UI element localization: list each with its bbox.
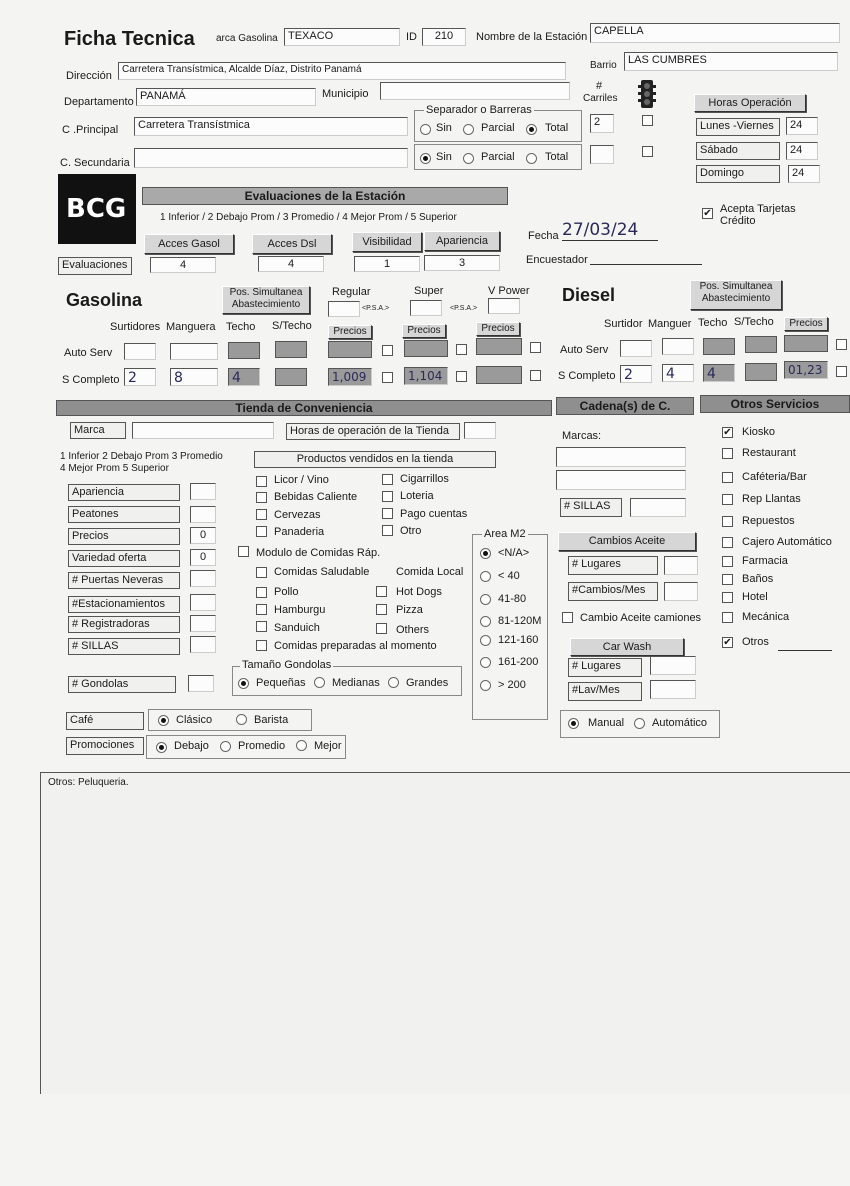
traffic-light-icon — [638, 80, 656, 108]
col-techo: Techo — [226, 321, 256, 333]
col-manguera: Manguera — [166, 321, 216, 333]
tienda-0-field[interactable] — [190, 483, 216, 500]
camiones-check[interactable] — [562, 612, 573, 623]
estacion-field[interactable]: CAPELLA — [590, 23, 840, 43]
gas-completo-stecho[interactable] — [275, 368, 307, 386]
area-option-4-label: 121-160 — [498, 634, 539, 646]
gas-auto-stecho[interactable] — [275, 341, 307, 358]
diesel-completo-techo[interactable]: 4 — [703, 364, 735, 382]
comida-hotdogs-check[interactable] — [376, 586, 387, 597]
area-option-2-radio[interactable] — [480, 594, 491, 605]
gas-auto-price-super[interactable] — [404, 340, 448, 357]
apariencia-button[interactable]: Apariencia — [424, 231, 500, 251]
horas-domingo-label: Domingo — [696, 165, 780, 183]
aceite-cambios-label: #Cambios/Mes — [568, 582, 658, 601]
cafe-barista-label: Barista — [254, 714, 289, 726]
fecha-value[interactable]: 27/03/24 — [562, 220, 658, 241]
area-option-6-radio[interactable] — [480, 680, 491, 691]
carriles-label: Carriles — [583, 93, 618, 104]
wash-lavmes-field[interactable] — [650, 680, 696, 699]
sep-principal-sin-radio[interactable] — [420, 124, 431, 135]
grade-super-label: Super — [414, 285, 444, 297]
servicios-title: Otros Servicios — [700, 395, 850, 413]
gas-completo-price-vpower[interactable] — [476, 366, 522, 384]
wash-lugares-field[interactable] — [650, 656, 696, 675]
aceite-lugares-field[interactable] — [664, 556, 698, 575]
super-psa-field[interactable] — [410, 300, 442, 316]
sep-principal-total-label: Total — [545, 122, 569, 134]
sep-secundaria-parcial-radio[interactable] — [463, 153, 474, 164]
diesel-col-surtidor: Surtidor — [604, 318, 643, 330]
cadena-sillas-field[interactable] — [630, 498, 686, 517]
eval-acces-dsl-field[interactable]: 4 — [258, 256, 324, 272]
horas-lunes-label: Lunes -Viernes — [696, 118, 780, 136]
promo-mejor-label: Mejor — [314, 740, 342, 752]
diesel-col-stecho: S/Techo — [734, 316, 774, 328]
sep-principal-parcial-radio[interactable] — [463, 124, 474, 135]
sep-principal-parcial-label: Parcial — [481, 122, 515, 134]
promociones-label: Promociones — [66, 737, 144, 755]
prod-pago-label: Pago cuentas — [400, 508, 468, 520]
tienda-2-label: Precios — [68, 528, 180, 545]
area-option-1-label: < 40 — [498, 570, 520, 582]
page-title: Ficha Tecnica — [64, 28, 195, 50]
gas-completo-manguera[interactable]: 8 — [170, 368, 218, 386]
servicio-2-check[interactable] — [722, 472, 733, 483]
prod-otro-label: Otro — [400, 525, 422, 537]
grade-regular-label: Regular — [332, 286, 371, 298]
gondolas-label: Tamaño Gondolas — [242, 659, 332, 671]
tienda-marca-field[interactable] — [132, 422, 274, 439]
promo-debajo-radio[interactable] — [156, 742, 167, 753]
sep-secundaria-parcial-label: Parcial — [481, 151, 515, 163]
carriles-secundaria-check[interactable] — [642, 146, 653, 157]
preparadas-label: Comidas preparadas al momento — [274, 640, 437, 652]
servicio-4-label: Repuestos — [742, 515, 795, 527]
area-group — [472, 534, 548, 720]
promo-debajo-label: Debajo — [174, 740, 209, 752]
diesel-completo-stecho[interactable] — [745, 363, 777, 381]
departamento-label: Departamento — [64, 96, 134, 108]
marca-label: arca Gasolina — [216, 33, 278, 44]
cadena-marcas-field-1[interactable] — [556, 447, 686, 467]
area-option-2-label: 41-80 — [498, 593, 527, 605]
tienda-marca-label: Marca — [70, 422, 126, 439]
servicio-3-check[interactable] — [722, 494, 733, 505]
area-option-3-radio[interactable] — [480, 616, 491, 627]
prod-otro-check[interactable] — [382, 525, 393, 536]
cafe-clasico-label: Clásico — [176, 714, 213, 726]
comida-pizza-label: Pizza — [396, 604, 423, 616]
preparadas-check[interactable] — [256, 640, 267, 651]
servicio-5-check[interactable] — [722, 537, 733, 548]
servicio-8-label: Hotel — [742, 591, 768, 603]
sep-secundaria-sin-radio[interactable] — [420, 153, 431, 164]
estacion-label: Nombre de la Estación — [476, 31, 588, 43]
horas-sabado-field[interactable]: 24 — [786, 142, 818, 160]
id-label: ID — [406, 31, 417, 43]
servicio-9-label: Mecánica — [742, 611, 790, 623]
gas-auto-price-vpower[interactable] — [476, 338, 522, 355]
diesel-completo-manguer[interactable]: 4 — [662, 364, 694, 382]
prod-licor-label: Licor / Vino — [274, 474, 329, 486]
servicio-4-check[interactable] — [722, 516, 733, 527]
gas-auto-vpower-check[interactable] — [530, 342, 541, 353]
diesel-col-techo: Techo — [698, 317, 728, 329]
tienda-horas-field[interactable] — [464, 422, 496, 439]
sep-principal-sin-label: Sin — [436, 122, 452, 134]
evaluaciones-title: Evaluaciones de la Estación — [142, 187, 508, 205]
diesel-completo-surtidor[interactable]: 2 — [620, 365, 652, 383]
tarjetas-check[interactable]: ✔ — [703, 208, 712, 219]
servicio-6-check[interactable] — [722, 556, 733, 567]
prod-cigarrillos-check[interactable] — [382, 474, 393, 485]
cambios-aceite-title: Cambios Aceite — [558, 532, 696, 551]
servicio-7-label: Baños — [742, 573, 774, 585]
col-surtidores: Surtidores — [110, 321, 161, 333]
area-option-0-radio[interactable] — [480, 548, 491, 559]
tienda-3-label: Variedad oferta — [68, 550, 180, 567]
cadena-marcas-field-2[interactable] — [556, 470, 686, 490]
comida-others-label: Others — [396, 624, 430, 636]
saludable-check[interactable] — [256, 567, 267, 578]
gas-auto-serv-label: Auto Serv — [64, 347, 113, 359]
horas-domingo-field[interactable]: 24 — [788, 165, 820, 183]
prod-bebidas-check[interactable] — [256, 492, 267, 503]
gas-completo-price-super[interactable]: 1,104 — [404, 367, 448, 385]
gondolas-grandes-radio[interactable] — [388, 677, 399, 688]
precios-regular-label: Precios — [328, 325, 372, 339]
servicio-9-check[interactable] — [722, 612, 733, 623]
prod-loteria-label: Loteria — [400, 490, 434, 502]
cadena-sillas-label: # SILLAS — [560, 498, 622, 517]
modulo-check[interactable] — [238, 546, 249, 557]
prod-pago-check[interactable] — [382, 508, 393, 519]
tarjetas-label: Acepta Tarjetas Crédito — [720, 203, 796, 227]
tienda-scale-1: 1 Inferior 2 Debajo Prom 3 Promedio — [60, 451, 223, 462]
carriles-principal-check[interactable] — [642, 115, 653, 126]
psa-label-1: <P.S.A.> — [362, 305, 390, 312]
principal-field[interactable]: Carretera Transístmica — [134, 117, 408, 136]
tienda-6-field[interactable] — [190, 615, 216, 632]
local-label: Comida Local — [396, 566, 464, 578]
area-label: Area M2 — [484, 528, 526, 540]
productos-label: Productos vendidos en la tienda — [254, 451, 496, 468]
eval-apariencia-field[interactable]: 3 — [424, 255, 500, 271]
secundaria-field[interactable] — [134, 148, 408, 168]
departamento-field[interactable]: PANAMÁ — [136, 88, 316, 106]
municipio-label: Municipio — [322, 88, 369, 100]
fecha-label: Fecha — [528, 230, 559, 242]
servicio-2-label: Caféteria/Bar — [742, 471, 807, 483]
tienda-8-label: # Gondolas — [68, 676, 176, 693]
gondolas-medianas-label: Medianas — [332, 677, 380, 689]
prod-loteria-check[interactable] — [382, 491, 393, 502]
car-wash-title: Car Wash — [570, 638, 684, 656]
gas-auto-super-check[interactable] — [456, 344, 467, 355]
area-option-5-radio[interactable] — [480, 657, 491, 668]
sep-secundaria-total-label: Total — [545, 151, 569, 163]
gas-completo-surtidores[interactable]: 2 — [124, 368, 156, 386]
gas-auto-techo[interactable] — [228, 342, 260, 359]
tienda-4-label: # Puertas Neveras — [68, 572, 180, 589]
grade-vpower-label: V Power — [488, 285, 530, 297]
aceite-lugares-label: # Lugares — [568, 556, 658, 575]
diesel-completo-check[interactable] — [836, 366, 847, 377]
prod-cervezas-label: Cervezas — [274, 509, 321, 521]
notes-text: Otros: Peluqueria. — [48, 777, 129, 788]
gas-completo-techo[interactable]: 4 — [228, 368, 260, 386]
wash-lavmes-label: #Lav/Mes — [568, 682, 642, 701]
horas-operacion-title: Horas Operación — [694, 94, 806, 112]
diesel-auto-price[interactable] — [784, 335, 828, 352]
diesel-auto-serv-label: Auto Serv — [560, 344, 609, 356]
direccion-field[interactable]: Carretera Transístmica, Alcalde Díaz, Distrito Panamá — [118, 62, 566, 80]
gas-auto-price-regular[interactable] — [328, 341, 372, 358]
gas-completo-regular-check[interactable] — [382, 372, 393, 383]
diesel-auto-techo[interactable] — [703, 338, 735, 355]
bcg-logo-text: BCG — [66, 194, 127, 224]
horas-sabado-label: Sábado — [696, 142, 780, 160]
comida-pollo-check[interactable] — [256, 587, 267, 598]
comida-pizza-check[interactable] — [376, 604, 387, 615]
diesel-auto-check[interactable] — [836, 339, 847, 350]
diesel-title: Diesel — [562, 285, 616, 305]
diesel-precios-label: Precios — [784, 317, 828, 331]
tienda-1-label: Peatones — [68, 506, 180, 523]
gas-completo-vpower-check[interactable] — [530, 370, 541, 381]
area-option-1-radio[interactable] — [480, 571, 491, 582]
area-option-6-label: > 200 — [498, 679, 526, 691]
wash-automatico-label: Automático — [652, 717, 708, 729]
prod-cigarrillos-label: Cigarrillos — [400, 473, 449, 485]
promo-promedio-label: Promedio — [238, 740, 286, 752]
secundaria-label: C. Secundaria — [60, 157, 130, 169]
area-option-3-label: 81-120M — [498, 615, 542, 627]
tienda-5-label: #Estacionamientos — [68, 596, 180, 613]
tienda-scale-2: 4 Mejor Prom 5 Superior — [60, 463, 169, 474]
tienda-7-label: # SILLAS — [68, 638, 180, 655]
diesel-pos-button[interactable]: Pos. Simultanea Abastecimiento — [690, 280, 782, 310]
tienda-6-label: # Registradoras — [68, 616, 180, 633]
precios-super-label: Precios — [402, 324, 446, 338]
tienda-3-field[interactable]: 0 — [190, 549, 216, 566]
cadena-marcas-label: Marcas: — [562, 430, 602, 442]
saludable-label: Comidas Saludable — [274, 566, 370, 578]
gas-completo-super-check[interactable] — [456, 371, 467, 382]
gasolina-title: Gasolina — [66, 290, 143, 310]
servicio-5-label: Cajero Automático — [742, 536, 832, 548]
tienda-horas-label: Horas de operación de la Tienda — [286, 423, 460, 440]
encuestador-line[interactable] — [590, 264, 702, 265]
servicio-7-check[interactable] — [722, 574, 733, 585]
cafe-barista-radio[interactable] — [236, 714, 247, 725]
diesel-completo-price[interactable]: 01,23 — [784, 361, 828, 379]
diesel-auto-manguer[interactable] — [662, 338, 694, 355]
gondolas-pequenas-label: Pequeñas — [256, 677, 306, 689]
tienda-4-field[interactable] — [190, 570, 216, 587]
tienda-7-field[interactable] — [190, 636, 216, 653]
wash-manual-label: Manual — [588, 717, 625, 729]
acces-dsl-button[interactable]: Acces Dsl — [252, 234, 332, 254]
otros-line[interactable] — [778, 650, 832, 651]
tienda-8-field[interactable] — [188, 675, 214, 692]
carriles-secundaria-field[interactable] — [590, 145, 614, 164]
prod-licor-check[interactable] — [256, 476, 267, 487]
evaluaciones-scale: 1 Inferior / 2 Debajo Prom / 3 Promedio / 4 Mejor Prom / 5 Superior — [160, 212, 457, 223]
comida-hotdogs-label: Hot Dogs — [396, 586, 442, 598]
wash-lugares-label: # Lugares — [568, 658, 642, 677]
gondolas-grandes-label: Grandes — [406, 677, 449, 689]
cadena-title: Cadena(s) de C. — [556, 397, 694, 415]
tienda-0-label: Apariencia — [68, 484, 180, 501]
gondolas-pequenas-radio[interactable] — [238, 678, 249, 689]
tienda-2-field[interactable]: 0 — [190, 527, 216, 544]
vpower-psa-field[interactable] — [488, 298, 520, 314]
area-option-4-radio[interactable] — [480, 635, 491, 646]
wash-automatico-radio[interactable] — [634, 718, 645, 729]
camiones-label: Cambio Aceite camiones — [580, 612, 702, 624]
prod-panaderia-check[interactable] — [256, 526, 267, 537]
separador-label: Separador o Barreras — [426, 104, 532, 116]
barrio-field[interactable]: LAS CUMBRES — [624, 52, 838, 71]
cafe-label: Café — [66, 712, 144, 730]
barrio-label: Barrio — [590, 60, 617, 71]
direccion-label: Dirección — [66, 70, 112, 82]
carriles-hash: # — [596, 80, 603, 92]
sep-secundaria-sin-label: Sin — [436, 151, 452, 163]
eval-acces-gasol-field[interactable]: 4 — [150, 257, 216, 273]
encuestador-label: Encuestador — [526, 254, 588, 266]
diesel-completo-label: S Completo — [558, 370, 616, 382]
visibilidad-button[interactable]: Visibilidad — [352, 232, 422, 252]
tienda-title: Tienda de Conveniencia — [56, 400, 552, 416]
precios-vpower-label: Precios — [476, 322, 520, 336]
gondolas-medianas-radio[interactable] — [314, 677, 325, 688]
diesel-auto-surtidor[interactable] — [620, 340, 652, 357]
marca-field[interactable]: TEXACO — [284, 28, 400, 46]
tienda-1-field[interactable] — [190, 506, 216, 523]
servicio-1-label: Restaurant — [742, 447, 796, 459]
gas-auto-regular-check[interactable] — [382, 345, 393, 356]
notes-box[interactable] — [40, 772, 850, 1094]
aceite-cambios-field[interactable] — [664, 582, 698, 601]
servicio-10-label: Otros — [742, 636, 769, 648]
promo-promedio-radio[interactable] — [220, 741, 231, 752]
modulo-label: Modulo de Comidas Ráp. — [256, 547, 381, 559]
sep-secundaria-total-radio[interactable] — [526, 153, 537, 164]
principal-label: C .Principal — [62, 124, 119, 136]
gas-completo-price-regular[interactable]: 1,009 — [328, 368, 372, 386]
wash-manual-radio[interactable] — [568, 718, 579, 729]
municipio-field[interactable] — [380, 82, 570, 100]
area-option-0-label: <N/A> — [498, 547, 530, 559]
prod-bebidas-label: Bebidas Caliente — [274, 491, 358, 503]
servicio-0-label: Kiosko — [742, 426, 776, 438]
prod-panaderia-label: Panaderia — [274, 526, 325, 538]
cafe-clasico-radio[interactable] — [158, 715, 169, 726]
gas-auto-surtidores[interactable] — [124, 343, 156, 360]
servicio-3-label: Rep Llantas — [742, 493, 801, 505]
regular-psa-field[interactable] — [328, 301, 360, 317]
comida-pollo-label: Pollo — [274, 586, 299, 598]
prod-cervezas-check[interactable] — [256, 509, 267, 520]
tienda-5-field[interactable] — [190, 594, 216, 611]
evaluaciones-label: Evaluaciones — [58, 257, 132, 275]
horas-lunes-field[interactable]: 24 — [786, 117, 818, 135]
servicio-10-check[interactable]: ✔ — [723, 637, 732, 648]
id-field[interactable]: 210 — [422, 28, 466, 46]
gas-auto-manguera[interactable] — [170, 343, 218, 360]
servicio-0-check[interactable]: ✔ — [723, 427, 732, 438]
servicio-6-label: Farmacia — [742, 555, 788, 567]
gasolina-pos-button[interactable]: Pos. Simultanea Abastecimiento — [222, 286, 310, 314]
comida-hamburgu-check[interactable] — [256, 604, 267, 615]
acces-gasol-button[interactable]: Acces Gasol — [144, 234, 234, 254]
carriles-principal-field[interactable]: 2 — [590, 114, 614, 133]
eval-visibilidad-field[interactable]: 1 — [354, 256, 420, 272]
comida-others-check[interactable] — [376, 623, 387, 634]
diesel-auto-stecho[interactable] — [745, 336, 777, 353]
col-stecho: S/Techo — [272, 320, 312, 332]
comida-sanduich-label: Sanduich — [274, 622, 320, 634]
servicio-8-check[interactable] — [722, 592, 733, 603]
psa-label-2: <P.S.A.> — [450, 305, 478, 312]
gas-completo-label: S Completo — [62, 374, 120, 386]
area-option-5-label: 161-200 — [498, 656, 539, 668]
servicio-1-check[interactable] — [722, 448, 733, 459]
promo-mejor-radio[interactable] — [296, 740, 307, 751]
comida-hamburgu-label: Hamburgu — [274, 604, 326, 616]
diesel-col-manguer: Manguer — [648, 318, 692, 330]
comida-sanduich-check[interactable] — [256, 621, 267, 632]
sep-principal-total-radio[interactable] — [526, 124, 537, 135]
